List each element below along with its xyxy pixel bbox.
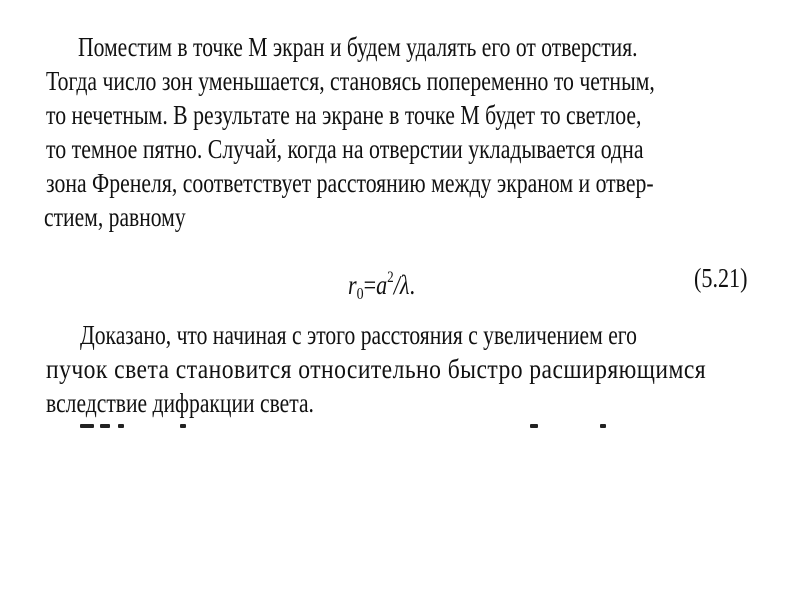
formula <box>348 260 415 312</box>
formula-period: . <box>409 270 415 300</box>
text-line-8 <box>46 352 707 386</box>
text-line-4-content: то темное пятно. Случай, когда на отверстии укладывается одна <box>46 134 644 164</box>
text-line-6-content: стием, равному <box>44 202 186 232</box>
text-line-1-content: Поместим в точке M экран и будем удалять его от отверстия. <box>78 32 638 62</box>
cropped-glyph <box>530 424 538 428</box>
text-line-5-content: зона Френеля, соответствует расстоянию между экраном и отвер- <box>46 168 654 198</box>
text-line-4 <box>46 132 644 166</box>
cropped-text-line <box>80 424 640 436</box>
cropped-glyph <box>80 424 94 428</box>
text-line-3-content: то нечетным. В результате на экране в точке M будет то светлое, <box>46 100 642 130</box>
formula-r: r <box>348 270 357 300</box>
text-line-8-content: пучок света становится относительно быстро расширяющимся <box>46 354 707 384</box>
formula-a: a <box>376 270 388 300</box>
text-line-7-content: Доказано, что начиная с этого расстояния с увеличением его <box>80 320 637 350</box>
text-line-6 <box>44 200 186 234</box>
formula-subscript: 0 <box>356 284 364 303</box>
cropped-glyph <box>100 424 110 428</box>
formula-lambda: /λ <box>393 270 410 300</box>
formula-superscript: 2 <box>387 269 394 286</box>
formula-equals: = <box>363 270 377 300</box>
text-line-2-content: Тогда число зон уменьшается, становясь попеременно то четным, <box>46 66 655 96</box>
text-line-9 <box>46 386 612 420</box>
cropped-glyph <box>180 424 186 428</box>
text-line-1 <box>78 30 638 64</box>
text-line-5 <box>46 166 654 200</box>
text-line-2 <box>46 64 655 98</box>
cropped-glyph <box>600 424 606 428</box>
equation-number: (5.21) <box>694 263 748 293</box>
cropped-glyph <box>118 424 124 428</box>
text-line-3 <box>46 98 641 132</box>
text-line-7 <box>80 318 646 352</box>
text-line-9-content: вследствие дифракции света. <box>46 388 314 418</box>
